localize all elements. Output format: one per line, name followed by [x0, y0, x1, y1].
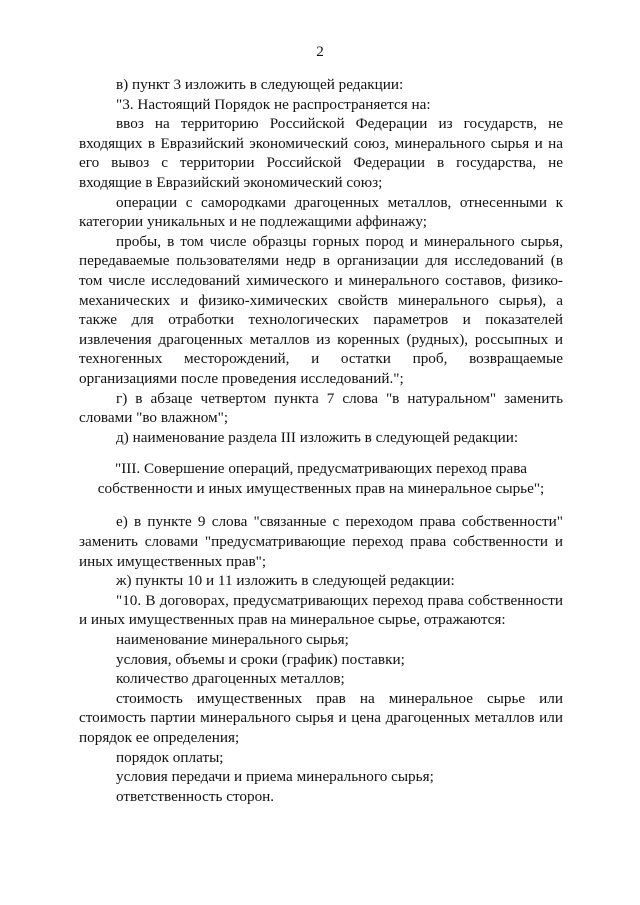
paragraph-samples: пробы, в том числе образцы горных пород и минерального сырья, передаваемые пользователями недр в организации для исследований (в том числе исследований химического и минерального составов, физико-механических и физико-химических свойств минерального сырья), а также для отработки технологических параметров и показателей извлечения драгоценных металлов из коренных (рудных), россыпных и техногенных месторождений, и остатки проб, возвращаемые организациями после проведения исследований."; — [79, 232, 563, 387]
paragraph-item-v: в) пункт 3 изложить в следующей редакции: — [116, 76, 404, 93]
paragraph-clause-10: "10. В договорах, предусматривающих переход права собственности и иных имущественных прав на минеральное сырье, отражаются: — [79, 591, 563, 629]
list-item: стоимость имущественных прав на минеральное сырье или стоимость партии минерального сырья и цена драгоценных металлов или порядок ее определения; — [79, 689, 563, 746]
paragraph-item-g: г) в абзаце четвертом пункта 7 слова "в натуральном" заменить словами "во влажном"; — [79, 389, 563, 427]
page-number: 2 — [316, 43, 324, 60]
paragraph-nuggets: операции с самородками драгоценных металлов, отнесенными к категории уникальных и не подлежащими аффинажу; — [79, 193, 563, 231]
list-item: условия передачи и приема минерального сырья; — [116, 768, 434, 786]
paragraph-item-d: д) наименование раздела III изложить в следующей редакции: — [116, 428, 519, 446]
list-item: порядок оплаты; — [116, 748, 224, 766]
section-heading-line1: "III. Совершение операций, предусматривающих переход права — [115, 460, 527, 478]
paragraph-clause-3: "3. Настоящий Порядок не распространяется на: — [116, 95, 431, 113]
document-body — [79, 75, 563, 806]
paragraph-item-zh: ж) пункты 10 и 11 изложить в следующей редакции: — [116, 572, 455, 590]
list-item: количество драгоценных металлов; — [116, 670, 345, 688]
section-heading-line2: собственности и иных имущественных прав на минеральное сырье"; — [97, 479, 545, 497]
paragraph-import-export: ввоз на территорию Российской Федерации из государств, не входящих в Евразийский экономический союз, минерального сырья и на его вывоз с территории Российской Федерации в государства, не входящие в Евразийский экономический союз; — [79, 115, 563, 191]
list-item: ответственность сторон. — [116, 787, 275, 805]
paragraph-item-e: е) в пункте 9 слова "связанные с переходом права собственности" заменить словами "предусматривающие переход права собственности и иных имущественных прав"; — [79, 513, 563, 570]
list-item: наименование минерального сырья; — [116, 631, 349, 649]
section-heading — [79, 459, 563, 498]
list-item: условия, объемы и сроки (график) поставки; — [116, 650, 405, 668]
